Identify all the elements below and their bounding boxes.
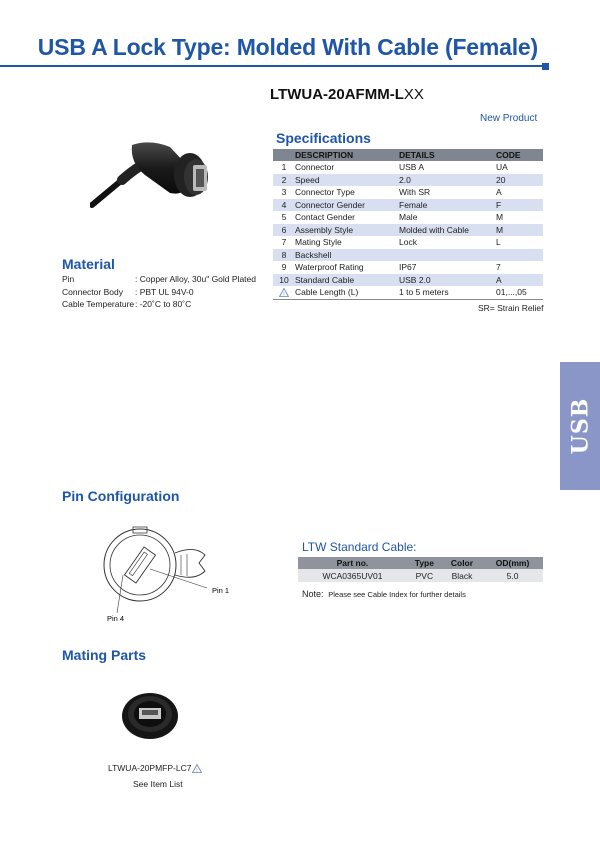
row-details: 2.0 [399, 174, 496, 187]
table-row [273, 236, 543, 249]
title-rule [0, 65, 549, 67]
table-row [273, 161, 543, 174]
cable-note-text: Please see Cable Index for further details [328, 590, 466, 599]
row-description: Cable Length (L) [295, 286, 399, 299]
row-details: Molded with Cable [399, 224, 496, 237]
row-details: IP67 [399, 262, 417, 273]
row-code: 01,...,05 [496, 286, 543, 299]
row-description: Connector Type [295, 187, 355, 198]
new-product-label: New Product [480, 113, 538, 124]
row-code [496, 249, 543, 262]
table-row [273, 261, 543, 274]
mating-part-caption [108, 763, 202, 773]
row-details: 1 to 5 meters [399, 286, 496, 299]
table-row [273, 274, 543, 287]
column-header-details: DETAILS [399, 149, 496, 161]
column-header-part: Part no. [298, 557, 407, 569]
part-number [270, 86, 424, 103]
usb-side-tab [560, 362, 600, 490]
row-description: Assembly Style [295, 224, 399, 237]
strain-relief-note: SR= Strain Relief [478, 303, 544, 313]
row-code: 20 [496, 174, 543, 187]
material-value: : -20˚C to 80˚C [135, 299, 192, 309]
row-code: F [496, 199, 543, 212]
column-header-no [273, 149, 295, 161]
cable-part: WCA0365UV01 [298, 569, 407, 582]
row-description: Waterproof Rating [295, 262, 364, 273]
table-row [273, 199, 543, 212]
row-code: L [496, 237, 501, 248]
column-header-description: DESCRIPTION [295, 149, 399, 161]
row-code: M [496, 212, 504, 223]
table-header-row [273, 149, 543, 161]
pin-4-label: Pin 4 [107, 614, 125, 623]
mating-parts-title: Mating Parts [62, 647, 147, 663]
cable-type: PVC [407, 569, 442, 582]
material-row-pin [62, 274, 256, 284]
material-key: Cable Temperature [62, 299, 135, 309]
product-image [90, 135, 235, 220]
column-header-type: Type [407, 557, 442, 569]
see-item-list-text: See Item List [133, 779, 183, 789]
part-number-base: LTWUA-20AFMM-L [270, 86, 404, 103]
cable-color: Black [442, 569, 482, 582]
material-key: Pin [62, 274, 75, 284]
pin-configuration-diagram [95, 525, 235, 625]
row-description: Connector [295, 162, 335, 173]
row-number: 5 [281, 212, 287, 223]
table-row [273, 174, 543, 187]
page-title: USB A Lock Type: Molded With Cable (Female) [37, 34, 538, 60]
row-number [273, 286, 295, 299]
row-details: USB 2.0 [399, 274, 496, 287]
warning-triangle-icon [192, 764, 202, 773]
row-number: 6 [273, 224, 295, 237]
row-description: Mating Style [295, 237, 342, 248]
table-row [273, 249, 543, 262]
row-code: UA [496, 162, 508, 173]
material-value: : Copper Alloy, 30u" Gold Plated [135, 274, 256, 284]
table-row [298, 569, 543, 582]
row-number: 4 [273, 199, 295, 212]
column-header-color: Color [442, 557, 482, 569]
table-row [273, 186, 543, 199]
row-details: USB A [399, 162, 425, 173]
row-details: Male [399, 212, 418, 223]
material-row-temperature [62, 299, 191, 309]
column-header-code: CODE [496, 149, 543, 161]
usb-tab-label: USB [567, 397, 594, 455]
warning-triangle-icon [279, 288, 289, 297]
row-details: Female [399, 199, 496, 212]
cable-od: 5.0 [482, 569, 543, 582]
row-code: 7 [496, 262, 501, 273]
table-header-row [298, 557, 543, 569]
pin-configuration-title: Pin Configuration [62, 488, 180, 504]
material-value: : PBT UL 94V-0 [135, 287, 194, 297]
part-number-suffix: XX [403, 86, 424, 103]
cable-title: LTW Standard Cable: [302, 540, 417, 554]
table-row [273, 286, 543, 299]
row-description: Contact Gender [295, 212, 356, 223]
cable-note-label: Note: [302, 589, 324, 599]
row-number: 8 [273, 249, 295, 262]
row-description: Connector Gender [295, 199, 399, 212]
svg-text:!: ! [283, 292, 285, 298]
mating-part-image [120, 688, 180, 740]
pin-1-label: Pin 1 [212, 586, 230, 595]
row-description: Standard Cable [295, 274, 399, 287]
row-code: A [496, 187, 502, 198]
column-header-od: OD(mm) [482, 557, 543, 569]
table-row [273, 211, 543, 224]
row-number: 3 [281, 187, 287, 198]
material-row-body [62, 287, 194, 297]
row-details [399, 249, 496, 262]
row-code: M [496, 224, 543, 237]
row-details: Lock [399, 237, 417, 248]
row-number: 1 [281, 162, 287, 173]
table-row [273, 224, 543, 237]
material-title: Material [62, 256, 115, 272]
row-number: 2 [273, 174, 295, 187]
cable-note [302, 589, 466, 599]
row-code: A [496, 274, 543, 287]
svg-text:!: ! [196, 768, 199, 774]
row-description: Backshell [295, 249, 399, 262]
mating-part-number: LTWUA-20PMFP-LC7 [108, 763, 192, 773]
material-key: Connector Body [62, 287, 123, 297]
row-number: 7 [281, 237, 287, 248]
cable-table [298, 557, 543, 582]
row-details: With SR [399, 187, 431, 198]
row-description: Speed [295, 174, 399, 187]
specifications-table [273, 149, 543, 300]
row-number: 10 [273, 274, 295, 287]
title-square-marker [542, 63, 549, 70]
specifications-title: Specifications [276, 130, 371, 146]
row-number: 9 [281, 262, 287, 273]
